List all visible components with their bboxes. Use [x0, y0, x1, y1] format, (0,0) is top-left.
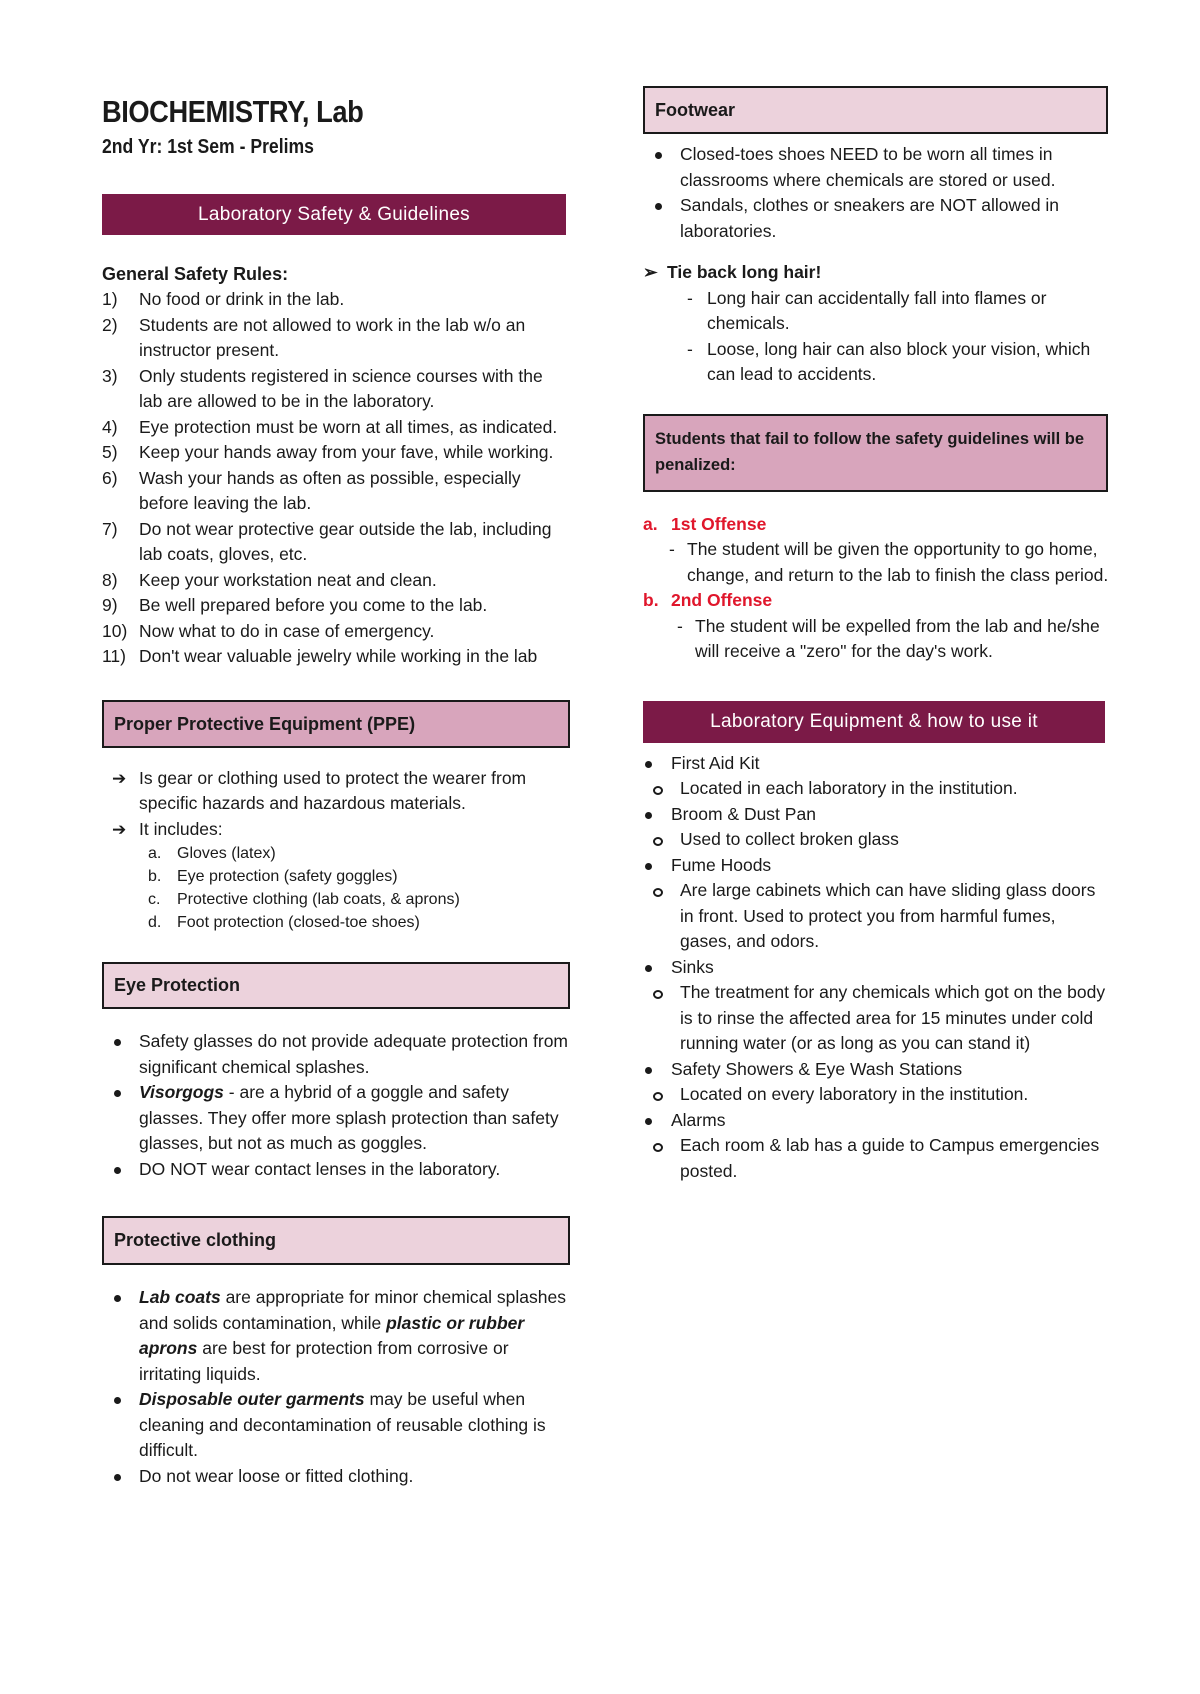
bullet-icon: [645, 1118, 652, 1125]
list-item: d. Foot protection (closed-toe shoes): [148, 914, 420, 931]
bullet-icon: [645, 1067, 652, 1074]
list-item: Visorgogs - are a hybrid of a goggle and safety glasses. They offer more splash protection than safety glasses, but not as much as goggles.: [102, 1080, 570, 1157]
bullet-icon: [114, 1167, 121, 1174]
list-item: Each room & lab has a guide to Campus emergencies posted.: [643, 1133, 1111, 1184]
list-item: Used to collect broken glass: [643, 827, 1111, 853]
ppe-list: [102, 766, 570, 843]
bullet-icon: [114, 1039, 121, 1046]
offense-title: a. 1st Offense: [643, 513, 767, 534]
hair-heading: ➢ Tie back long hair!: [643, 260, 1111, 286]
list-item: Are large cabinets which can have sliding glass doors in front. Used to protect you from harmful fumes, gases, and odors.: [643, 878, 1111, 955]
list-item: Closed-toes shoes NEED to be worn all times in classrooms where chemicals are stored or used.: [643, 142, 1111, 193]
hair-list: [643, 286, 1111, 388]
list-item: Safety glasses do not provide adequate protection from significant chemical splashes.: [102, 1029, 570, 1080]
list-item: The treatment for any chemicals which got on the body is to rinse the affected area for 15 minutes under cold running water (or as long as you can stand it): [643, 980, 1111, 1057]
right-column: [643, 86, 1111, 1184]
bullet-icon: [114, 1397, 121, 1404]
eye-list: [102, 1029, 570, 1182]
arrow-icon: ➔: [112, 819, 127, 839]
list-item: 10) Now what to do in case of emergency.: [102, 620, 435, 641]
document-title: BIOCHEMISTRY, Lab: [102, 94, 364, 129]
equipment-list: [643, 751, 1111, 1185]
clothing-heading-box: Protective clothing: [102, 1216, 570, 1265]
circle-bullet-icon: [653, 888, 663, 897]
list-item: DO NOT wear contact lenses in the laboratory.: [102, 1157, 570, 1183]
list-item: b. Eye protection (safety goggles): [148, 868, 398, 885]
arrow-icon: ➔: [112, 768, 127, 788]
list-item: - Long hair can accidentally fall into flames or chemicals.: [687, 287, 1047, 333]
list-item: Do not wear loose or fitted clothing.: [102, 1464, 570, 1490]
bullet-icon: [645, 812, 652, 819]
offense-detail: [643, 537, 1111, 588]
list-item: 8) Keep your workstation neat and clean.: [102, 569, 437, 590]
list-item: Alarms: [643, 1108, 1111, 1134]
list-item: Fume Hoods: [643, 853, 1111, 879]
circle-bullet-icon: [653, 786, 663, 795]
list-item: 7) Do not wear protective gear outside the lab, including lab coats, gloves, etc.: [102, 518, 552, 564]
list-item: 11) Don't wear valuable jewelry while working in the lab: [102, 646, 538, 666]
list-item: 5) Keep your hands away from your fave, while working.: [102, 442, 554, 462]
rules-heading: General Safety Rules:: [102, 264, 289, 284]
footwear-heading-box: Footwear: [643, 86, 1108, 134]
circle-bullet-icon: [653, 990, 663, 999]
list-item: - Loose, long hair can also block your vision, which can lead to accidents.: [687, 338, 1091, 384]
list-item: 9) Be well prepared before you come to the lab.: [102, 595, 488, 615]
list-item: a. Gloves (latex): [148, 845, 276, 862]
list-item: - The student will be given the opportunity to go home, change, and return to the lab to finish the class period.: [669, 539, 1109, 585]
ppe-includes-list: [102, 842, 570, 934]
bullet-icon: [114, 1474, 121, 1481]
list-item: Located on every laboratory in the institution.: [643, 1082, 1111, 1108]
list-item: First Aid Kit: [643, 751, 1111, 777]
offense-title: b. 2nd Offense: [643, 590, 773, 610]
list-item: ➔ It includes:: [102, 817, 570, 843]
bullet-icon: [114, 1295, 121, 1302]
list-item: c. Protective clothing (lab coats, & aprons): [148, 891, 460, 908]
list-item: - The student will be expelled from the lab and he/she will receive a "zero" for the day's work.: [677, 615, 1100, 661]
footwear-list: [643, 142, 1111, 244]
bullet-icon: [655, 203, 662, 210]
list-item: 3) Only students registered in science courses with the lab are allowed to be in the laboratory.: [102, 365, 543, 411]
offense-detail: [643, 614, 1111, 665]
safety-banner: Laboratory Safety & Guidelines: [102, 194, 566, 235]
arrowhead-icon: ➢: [643, 262, 658, 282]
list-item: 4) Eye protection must be worn at all times, as indicated.: [102, 416, 558, 437]
penalty-heading-box: Students that fail to follow the safety guidelines will be penalized:: [643, 414, 1108, 492]
bullet-icon: [114, 1090, 121, 1097]
equipment-banner: Laboratory Equipment & how to use it: [643, 701, 1105, 743]
bullet-icon: [645, 863, 652, 870]
list-item: 1) No food or drink in the lab.: [102, 289, 345, 309]
circle-bullet-icon: [653, 1092, 663, 1101]
safety-rules-list: [102, 287, 570, 670]
bullet-icon: [645, 761, 652, 768]
eye-heading-box: Eye Protection: [102, 962, 570, 1009]
list-item: Sinks: [643, 955, 1111, 981]
circle-bullet-icon: [653, 1143, 663, 1152]
left-column: [102, 92, 570, 1489]
ppe-heading-box: Proper Protective Equipment (PPE): [102, 700, 570, 748]
bullet-icon: [645, 965, 652, 972]
list-item: 6) Wash your hands as often as possible, especially before leaving the lab.: [102, 467, 521, 513]
list-item: Lab coats are appropriate for minor chemical splashes and solids contamination, while plastic or rubber aprons are best for protection from corrosive or irritating liquids.: [102, 1285, 570, 1387]
circle-bullet-icon: [653, 837, 663, 846]
document-subtitle: 2nd Yr: 1st Sem - Prelims: [102, 136, 314, 158]
offense-list: [643, 512, 1111, 665]
list-item: ➔ Is gear or clothing used to protect the wearer from specific hazards and hazardous materials.: [112, 767, 527, 813]
list-item: Disposable outer garments may be useful when cleaning and decontamination of reusable clothing is difficult.: [102, 1387, 570, 1464]
bullet-icon: [655, 152, 662, 159]
list-item: Located in each laboratory in the institution.: [643, 776, 1111, 802]
list-item: Broom & Dust Pan: [643, 802, 1111, 828]
list-item: Safety Showers & Eye Wash Stations: [643, 1057, 1111, 1083]
list-item: 2) Students are not allowed to work in the lab w/o an instructor present.: [102, 314, 526, 360]
list-item: Sandals, clothes or sneakers are NOT allowed in laboratories.: [643, 193, 1111, 244]
clothing-list: [102, 1285, 570, 1489]
